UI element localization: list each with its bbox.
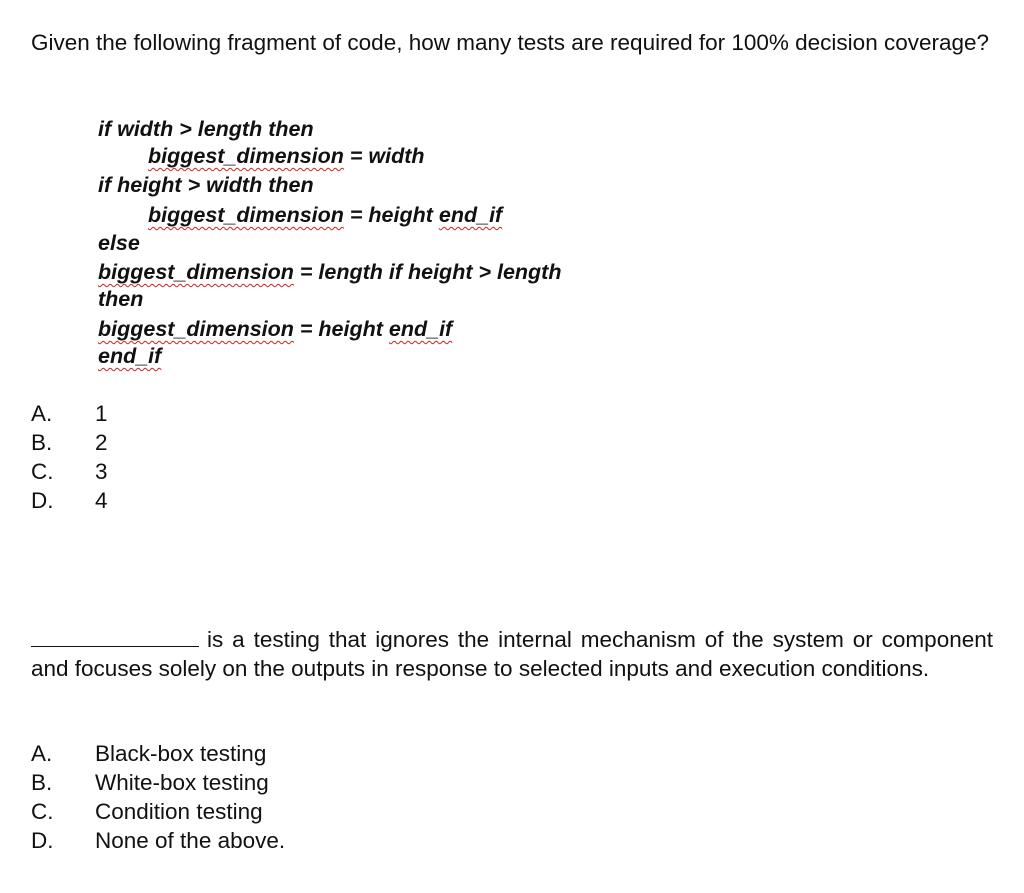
code-identifier: biggest_dimension xyxy=(98,317,294,341)
code-line-3: if height > width then xyxy=(98,173,314,197)
option-text: 1 xyxy=(95,401,108,426)
code-line-9 xyxy=(98,343,161,369)
code-line-1: if width > length then xyxy=(98,117,314,141)
option-letter: D. xyxy=(31,828,54,853)
code-text: = height xyxy=(343,203,439,227)
code-text: = height xyxy=(293,317,389,341)
option-letter: C. xyxy=(31,799,54,824)
code-line-8 xyxy=(98,316,452,342)
code-keyword: end_if xyxy=(388,317,453,341)
code-line-2 xyxy=(148,143,425,169)
code-identifier: biggest_dimension xyxy=(98,260,294,284)
option-text: Black-box testing xyxy=(95,741,267,766)
code-line-6 xyxy=(98,259,561,285)
answer-blank xyxy=(31,626,199,647)
option-text: 4 xyxy=(95,488,108,513)
code-keyword: end_if xyxy=(98,344,162,368)
option-letter: B. xyxy=(31,430,53,455)
question-2-prompt xyxy=(31,625,993,683)
code-line-5: else xyxy=(98,231,140,255)
question-1-prompt: Given the following fragment of code, how many tests are required for 100% decision coverage? xyxy=(31,30,990,55)
option-text: White-box testing xyxy=(95,770,269,795)
code-line-4 xyxy=(148,202,502,228)
option-text: None of the above. xyxy=(95,828,286,853)
option-text: 3 xyxy=(95,459,108,484)
code-identifier: biggest_dimension xyxy=(148,144,344,168)
option-letter: D. xyxy=(31,488,54,513)
option-letter: B. xyxy=(31,770,53,795)
code-keyword: end_if xyxy=(438,203,503,227)
code-line-7: then xyxy=(98,287,144,311)
option-letter: A. xyxy=(31,741,53,766)
option-text: 2 xyxy=(95,430,108,455)
code-text: = width xyxy=(343,144,425,168)
option-letter: A. xyxy=(31,401,53,426)
option-text: Condition testing xyxy=(95,799,263,824)
question-2-text: is a testing that ignores the internal mechanism of the system or component and focuses solely on the outputs in response to selected inputs and execution conditions. xyxy=(31,627,993,681)
code-identifier: biggest_dimension xyxy=(148,203,344,227)
option-letter: C. xyxy=(31,459,54,484)
code-text: = length if height > length xyxy=(293,260,562,284)
